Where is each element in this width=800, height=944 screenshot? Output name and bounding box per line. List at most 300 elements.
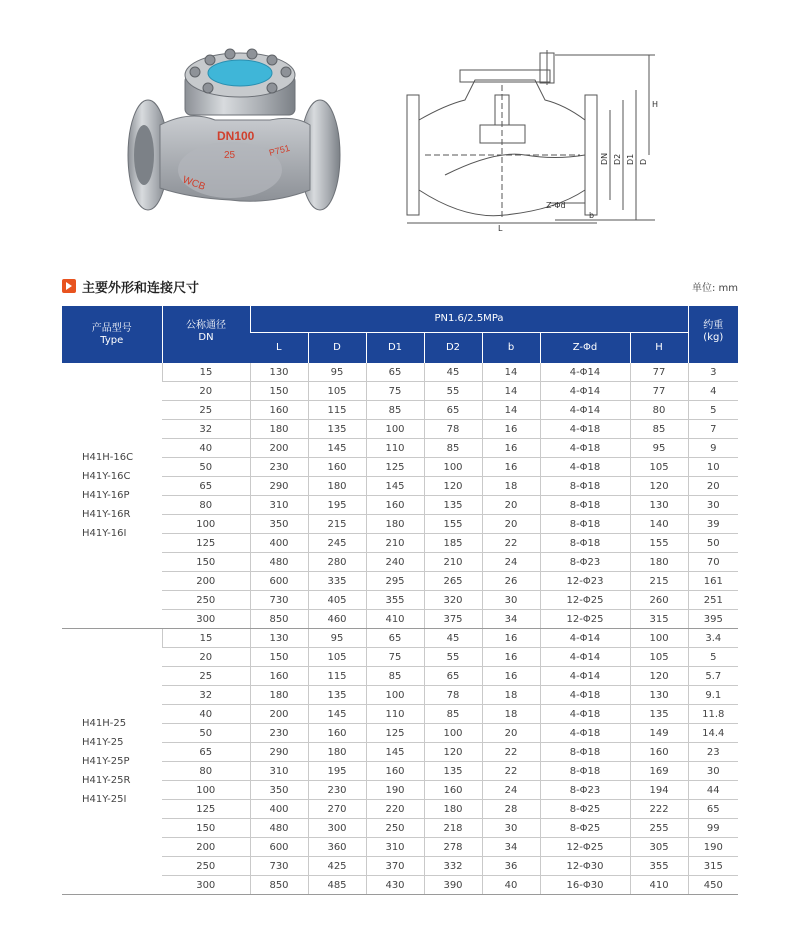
header-pressure: PN1.6/2.5MPa: [250, 306, 688, 333]
table-cell: 161: [688, 572, 738, 591]
table-cell: 80: [162, 762, 250, 781]
table-cell: 34: [482, 838, 540, 857]
table-cell: 265: [424, 572, 482, 591]
table-cell: 20: [688, 477, 738, 496]
table-cell: 50: [162, 458, 250, 477]
model-name: H41Y-16R: [82, 509, 131, 520]
table-cell: 80: [162, 496, 250, 515]
table-cell: 135: [424, 496, 482, 515]
table-cell: 16-Φ30: [540, 876, 630, 895]
table-cell: 100: [424, 724, 482, 743]
table-cell: 55: [424, 648, 482, 667]
table-cell: 460: [308, 610, 366, 629]
table-cell: 280: [308, 553, 366, 572]
table-cell: 305: [630, 838, 688, 857]
table-row: [62, 838, 738, 857]
table-cell: 36: [482, 857, 540, 876]
table-cell: 80: [630, 401, 688, 420]
table-cell: 200: [250, 705, 308, 724]
table-cell: 160: [250, 667, 308, 686]
table-cell: 480: [250, 553, 308, 572]
table-cell: 100: [162, 781, 250, 800]
table-cell: 145: [308, 705, 366, 724]
table-cell: 169: [630, 762, 688, 781]
table-cell: 99: [688, 819, 738, 838]
table-cell: 95: [308, 363, 366, 382]
table-cell: 9: [688, 439, 738, 458]
table-cell: 149: [630, 724, 688, 743]
table-cell: 16: [482, 629, 540, 648]
table-cell: 16: [482, 667, 540, 686]
table-cell: 210: [366, 534, 424, 553]
table-cell: 77: [630, 363, 688, 382]
table-cell: 7: [688, 420, 738, 439]
table-cell: 215: [630, 572, 688, 591]
table-cell: 14: [482, 401, 540, 420]
table-row: [62, 781, 738, 800]
model-name: H41Y-16P: [82, 490, 130, 501]
table-cell: 4-Φ14: [540, 648, 630, 667]
table-cell: 18: [482, 477, 540, 496]
table-cell: 125: [162, 800, 250, 819]
table-cell: 135: [424, 762, 482, 781]
table-row: [62, 629, 738, 648]
model-group: [62, 363, 162, 629]
table-cell: 4-Φ18: [540, 705, 630, 724]
table-row: [62, 496, 738, 515]
table-cell: 14.4: [688, 724, 738, 743]
table-cell: 77: [630, 382, 688, 401]
table-cell: 22: [482, 743, 540, 762]
table-cell: 65: [162, 743, 250, 762]
table-cell: 278: [424, 838, 482, 857]
table-cell: 145: [366, 743, 424, 762]
table-cell: 310: [250, 762, 308, 781]
table-cell: 12-Φ25: [540, 838, 630, 857]
unit-label: 单位: mm: [691, 283, 738, 294]
header-col: D: [308, 333, 366, 364]
table-cell: 8-Φ23: [540, 781, 630, 800]
table-cell: 25: [162, 667, 250, 686]
table-cell: 355: [630, 857, 688, 876]
table-cell: 20: [482, 496, 540, 515]
table-cell: 290: [250, 743, 308, 762]
table-cell: 85: [366, 667, 424, 686]
table-cell: 200: [250, 439, 308, 458]
table-cell: 135: [630, 705, 688, 724]
table-cell: 22: [482, 762, 540, 781]
table-cell: 8-Φ25: [540, 800, 630, 819]
table-cell: 105: [308, 648, 366, 667]
table-cell: 30: [688, 496, 738, 515]
header-col: Z-Φd: [540, 333, 630, 364]
table-cell: 215: [308, 515, 366, 534]
table-cell: 850: [250, 610, 308, 629]
dimension-table: [62, 306, 738, 895]
table-row: [62, 382, 738, 401]
mark-material: WCB: [180, 174, 207, 193]
table-row: [62, 439, 738, 458]
table-cell: 255: [630, 819, 688, 838]
table-cell: 240: [366, 553, 424, 572]
table-cell: 320: [424, 591, 482, 610]
table-cell: 30: [482, 819, 540, 838]
header-col: H: [630, 333, 688, 364]
table-cell: 155: [424, 515, 482, 534]
table-cell: 32: [162, 686, 250, 705]
table-cell: 14: [482, 382, 540, 401]
table-cell: 8-Φ25: [540, 819, 630, 838]
table-cell: 18: [482, 686, 540, 705]
table-cell: 78: [424, 686, 482, 705]
table-cell: 395: [688, 610, 738, 629]
table-cell: 16: [482, 648, 540, 667]
model-name: H41Y-25P: [82, 756, 130, 767]
table-cell: 310: [250, 496, 308, 515]
header-weight: 约重 (kg): [688, 306, 738, 363]
table-cell: 110: [366, 705, 424, 724]
table-cell: 110: [366, 439, 424, 458]
table-cell: 4-Φ14: [540, 382, 630, 401]
table-cell: 5.7: [688, 667, 738, 686]
table-cell: 4-Φ18: [540, 724, 630, 743]
table-cell: 140: [630, 515, 688, 534]
table-row: [62, 420, 738, 439]
table-cell: 260: [630, 591, 688, 610]
table-cell: 160: [308, 458, 366, 477]
table-cell: 125: [162, 534, 250, 553]
table-cell: 222: [630, 800, 688, 819]
table-cell: 370: [366, 857, 424, 876]
valve-drawing: [405, 45, 670, 235]
table-cell: 65: [688, 800, 738, 819]
table-cell: 10: [688, 458, 738, 477]
table-row: [62, 477, 738, 496]
table-cell: 220: [366, 800, 424, 819]
model-name: H41Y-16C: [82, 471, 131, 482]
table-cell: 24: [482, 553, 540, 572]
table-cell: 8-Φ18: [540, 496, 630, 515]
table-row: [62, 667, 738, 686]
table-cell: 115: [308, 401, 366, 420]
table-cell: 50: [688, 534, 738, 553]
table-cell: 180: [250, 420, 308, 439]
table-cell: 145: [366, 477, 424, 496]
table-cell: 28: [482, 800, 540, 819]
table-cell: 145: [308, 439, 366, 458]
table-cell: 230: [250, 724, 308, 743]
table-cell: 12-Φ30: [540, 857, 630, 876]
table-cell: 65: [162, 477, 250, 496]
dim-h: H: [652, 100, 659, 109]
table-row: [62, 534, 738, 553]
table-cell: 8-Φ23: [540, 553, 630, 572]
table-row: [62, 572, 738, 591]
table-cell: 40: [162, 705, 250, 724]
table-cell: 20: [162, 648, 250, 667]
table-cell: 120: [630, 477, 688, 496]
table-cell: 45: [424, 363, 482, 382]
table-cell: 600: [250, 572, 308, 591]
mark-material-code: P751: [267, 142, 291, 158]
table-cell: 75: [366, 382, 424, 401]
table-cell: 12-Φ23: [540, 572, 630, 591]
mark-dn: DN100: [217, 129, 255, 143]
table-cell: 190: [366, 781, 424, 800]
table-cell: 230: [250, 458, 308, 477]
table-cell: 290: [250, 477, 308, 496]
table-cell: 65: [366, 363, 424, 382]
table-cell: 350: [250, 515, 308, 534]
table-cell: 120: [424, 743, 482, 762]
table-cell: 23: [688, 743, 738, 762]
table-row: [62, 686, 738, 705]
table-cell: 95: [308, 629, 366, 648]
table-cell: 85: [424, 705, 482, 724]
table-cell: 150: [162, 553, 250, 572]
table-row: [62, 743, 738, 762]
table-cell: 65: [424, 667, 482, 686]
table-cell: 350: [250, 781, 308, 800]
table-cell: 480: [250, 819, 308, 838]
mark-pressure: 25: [224, 150, 236, 161]
table-cell: 410: [366, 610, 424, 629]
table-cell: 20: [482, 515, 540, 534]
table-cell: 150: [162, 819, 250, 838]
table-cell: 150: [250, 382, 308, 401]
table-cell: 315: [630, 610, 688, 629]
table-cell: 160: [250, 401, 308, 420]
table-cell: 130: [250, 363, 308, 382]
dim-l: L: [498, 224, 503, 233]
table-cell: 195: [308, 496, 366, 515]
header-col: D2: [424, 333, 482, 364]
model-name: H41Y-25: [82, 737, 124, 748]
table-cell: 4-Φ14: [540, 401, 630, 420]
table-row: [62, 610, 738, 629]
table-row: [62, 762, 738, 781]
table-cell: 4-Φ14: [540, 629, 630, 648]
table-cell: 218: [424, 819, 482, 838]
table-cell: 160: [366, 762, 424, 781]
dim-b: b: [589, 211, 595, 220]
table-cell: 100: [366, 420, 424, 439]
table-cell: 9.1: [688, 686, 738, 705]
table-cell: 730: [250, 591, 308, 610]
table-cell: 85: [366, 401, 424, 420]
dim-holes: Z-Φd: [546, 201, 566, 210]
table-cell: 25: [162, 401, 250, 420]
table-cell: 20: [162, 382, 250, 401]
table-row: [62, 401, 738, 420]
table-cell: 135: [308, 420, 366, 439]
table-cell: 5: [688, 648, 738, 667]
table-cell: 70: [688, 553, 738, 572]
table-cell: 115: [308, 667, 366, 686]
table-cell: 405: [308, 591, 366, 610]
table-cell: 8-Φ18: [540, 515, 630, 534]
arrow-right-icon: [62, 279, 76, 293]
table-cell: 245: [308, 534, 366, 553]
table-cell: 3.4: [688, 629, 738, 648]
table-cell: 335: [308, 572, 366, 591]
table-cell: 360: [308, 838, 366, 857]
table-cell: 12-Φ25: [540, 591, 630, 610]
table-cell: 4: [688, 382, 738, 401]
table-cell: 65: [424, 401, 482, 420]
table-cell: 390: [424, 876, 482, 895]
table-cell: 400: [250, 800, 308, 819]
table-cell: 32: [162, 420, 250, 439]
table-cell: 250: [162, 591, 250, 610]
table-cell: 20: [482, 724, 540, 743]
table-cell: 95: [630, 439, 688, 458]
table-cell: 200: [162, 838, 250, 857]
table-cell: 4-Φ18: [540, 458, 630, 477]
table-cell: 410: [630, 876, 688, 895]
table-cell: 200: [162, 572, 250, 591]
table-row: [62, 458, 738, 477]
table-cell: 4-Φ14: [540, 667, 630, 686]
table-row: [62, 648, 738, 667]
table-cell: 300: [162, 610, 250, 629]
table-cell: 120: [630, 667, 688, 686]
table-cell: 34: [482, 610, 540, 629]
table-cell: 180: [308, 477, 366, 496]
table-row: [62, 591, 738, 610]
header-col: L: [250, 333, 308, 364]
table-cell: 8-Φ18: [540, 534, 630, 553]
table-cell: 18: [482, 705, 540, 724]
table-cell: 100: [162, 515, 250, 534]
table-cell: 250: [366, 819, 424, 838]
table-cell: 180: [250, 686, 308, 705]
table-cell: 16: [482, 439, 540, 458]
table-cell: 210: [424, 553, 482, 572]
table-cell: 85: [424, 439, 482, 458]
model-group: [62, 629, 162, 895]
table-cell: 4-Φ18: [540, 686, 630, 705]
table-cell: 180: [630, 553, 688, 572]
table-row: [62, 515, 738, 534]
table-cell: 85: [630, 420, 688, 439]
table-cell: 160: [424, 781, 482, 800]
table-cell: 30: [688, 762, 738, 781]
table-cell: 125: [366, 724, 424, 743]
table-cell: 8-Φ18: [540, 743, 630, 762]
header-type: 产品型号 Type: [62, 306, 162, 363]
table-cell: 100: [630, 629, 688, 648]
header-dn: 公称通径 DN: [162, 306, 250, 363]
table-cell: 400: [250, 534, 308, 553]
table-cell: 150: [250, 648, 308, 667]
section-title: 主要外形和连接尺寸: [82, 281, 200, 296]
table-cell: 485: [308, 876, 366, 895]
table-cell: 230: [308, 781, 366, 800]
table-cell: 130: [630, 496, 688, 515]
table-cell: 14: [482, 363, 540, 382]
table-cell: 180: [424, 800, 482, 819]
table-cell: 12-Φ25: [540, 610, 630, 629]
table-row: [62, 800, 738, 819]
table-row: [62, 705, 738, 724]
table-cell: 850: [250, 876, 308, 895]
table-cell: 600: [250, 838, 308, 857]
table-cell: 730: [250, 857, 308, 876]
table-cell: 310: [366, 838, 424, 857]
table-cell: 155: [630, 534, 688, 553]
table-cell: 40: [162, 439, 250, 458]
table-cell: 130: [630, 686, 688, 705]
table-cell: 26: [482, 572, 540, 591]
table-cell: 4-Φ18: [540, 420, 630, 439]
section-header: [62, 278, 738, 296]
table-cell: 300: [162, 876, 250, 895]
table-cell: 44: [688, 781, 738, 800]
table-cell: 100: [366, 686, 424, 705]
table-row: [62, 553, 738, 572]
table-cell: 270: [308, 800, 366, 819]
table-cell: 78: [424, 420, 482, 439]
table-cell: 30: [482, 591, 540, 610]
header-col: b: [482, 333, 540, 364]
table-cell: 355: [366, 591, 424, 610]
table-cell: 16: [482, 420, 540, 439]
table-row: [62, 857, 738, 876]
table-cell: 100: [424, 458, 482, 477]
table-row: [62, 819, 738, 838]
table-cell: 5: [688, 401, 738, 420]
table-cell: 8-Φ18: [540, 477, 630, 496]
table-cell: 16: [482, 458, 540, 477]
table-cell: 50: [162, 724, 250, 743]
table-cell: 11.8: [688, 705, 738, 724]
table-cell: 160: [630, 743, 688, 762]
table-cell: 15: [162, 363, 250, 382]
model-name: H41Y-25I: [82, 794, 127, 805]
table-cell: 75: [366, 648, 424, 667]
table-cell: 195: [308, 762, 366, 781]
table-cell: 24: [482, 781, 540, 800]
table-cell: 15: [162, 629, 250, 648]
header-col: D1: [366, 333, 424, 364]
table-row: [62, 724, 738, 743]
table-cell: 160: [366, 496, 424, 515]
model-name: H41H-16C: [82, 452, 134, 463]
table-cell: 180: [308, 743, 366, 762]
table-cell: 180: [366, 515, 424, 534]
table-cell: 45: [424, 629, 482, 648]
table-cell: 450: [688, 876, 738, 895]
table-cell: 8-Φ18: [540, 762, 630, 781]
table-cell: 194: [630, 781, 688, 800]
table-cell: 65: [366, 629, 424, 648]
table-cell: 4-Φ14: [540, 363, 630, 382]
table-cell: 40: [482, 876, 540, 895]
dim-d2: D2: [613, 153, 622, 165]
table-cell: 125: [366, 458, 424, 477]
dim-d: D: [639, 158, 648, 165]
table-cell: 135: [308, 686, 366, 705]
table-cell: 332: [424, 857, 482, 876]
table-cell: 375: [424, 610, 482, 629]
table-cell: 315: [688, 857, 738, 876]
table-cell: 55: [424, 382, 482, 401]
table-cell: 105: [630, 458, 688, 477]
table-cell: 430: [366, 876, 424, 895]
table-cell: 190: [688, 838, 738, 857]
table-cell: 4-Φ18: [540, 439, 630, 458]
